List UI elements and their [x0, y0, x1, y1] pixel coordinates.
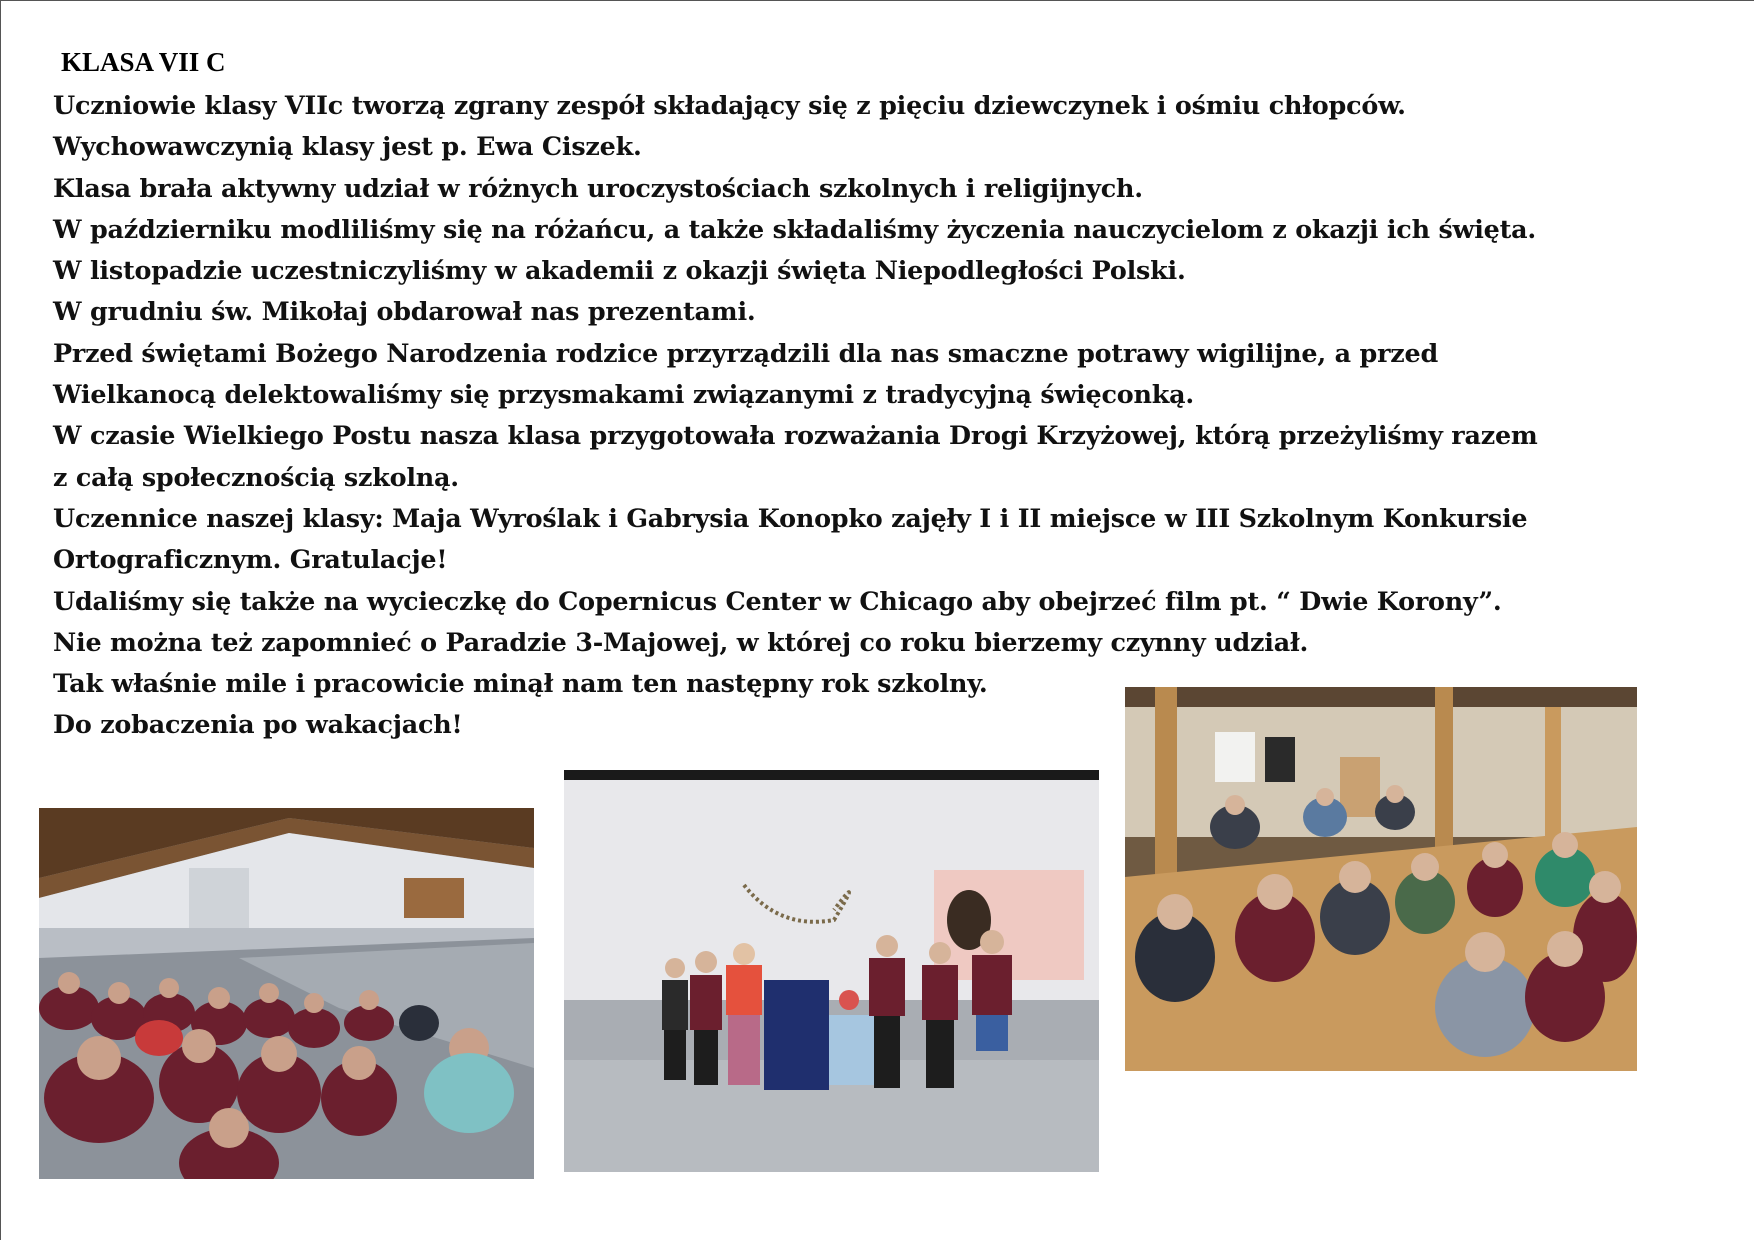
paragraph-line: W czasie Wielkiego Postu nasza klasa przygotowała rozważania Drogi Krzyżowej, którą przeżyliśmy razem [53, 420, 1538, 451]
paragraph-line: Tak właśnie mile i pracowicie minął nam ten następny rok szkolny. [53, 668, 988, 699]
paragraph-line: Ortograficznym. Gratulacje! [53, 544, 448, 575]
paragraph-line: z całą społecznością szkolną. [53, 461, 459, 492]
paragraph-line: Przed świętami Bożego Narodzenia rodzice przyrządzili dla nas smaczne potrawy wigilijne, a przed [53, 337, 1438, 368]
paragraph-line: Nie można też zapomnieć o Paradzie 3-Majowej, w której co roku bierzemy czynny udział. [53, 626, 1309, 657]
photo-hall-students [1125, 687, 1637, 1071]
paragraph-line: Do zobaczenia po wakacjach! [53, 709, 463, 740]
paragraph-line: W październiku modliliśmy się na różańcu, a także składaliśmy życzenia nauczycielom z okazji ich święta. [53, 213, 1537, 244]
paragraph-line: Uczennice naszej klasy: Maja Wyroślak i Gabrysia Konopko zajęły I i II miejsce w III Szkolnym Konkursie [53, 502, 1528, 533]
photo-gym-students-image [39, 808, 534, 1179]
body-text [53, 85, 1693, 746]
photo-hall-students-image [1125, 687, 1637, 1071]
page-title: KLASA VII C [61, 47, 226, 77]
paragraph-line: Klasa brała aktywny udział w różnych uroczystościach szkolnych i religijnych. [53, 172, 1143, 203]
photo-altar-group-image [564, 770, 1099, 1172]
paragraph-line: W grudniu św. Mikołaj obdarował nas prezentami. [53, 296, 756, 327]
photo-altar-group [564, 770, 1099, 1172]
photo-gym-students [39, 808, 534, 1179]
paragraph-line: Udaliśmy się także na wycieczkę do Copernicus Center w Chicago aby obejrzeć film pt. “ Dwie Korony”. [53, 585, 1502, 616]
paragraph-line: Wielkanocą delektowaliśmy się przysmakami związanymi z tradycyjną święconką. [53, 379, 1195, 410]
paragraph-line: Uczniowie klasy VIIc tworzą zgrany zespół składający się z pięciu dziewczynek i ośmiu chłopców. [53, 90, 1406, 120]
paragraph-line: Wychowawczynią klasy jest p. Ewa Ciszek. [53, 131, 642, 162]
paragraph-line: W listopadzie uczestniczyliśmy w akademii z okazji święta Niepodległości Polski. [53, 255, 1186, 286]
